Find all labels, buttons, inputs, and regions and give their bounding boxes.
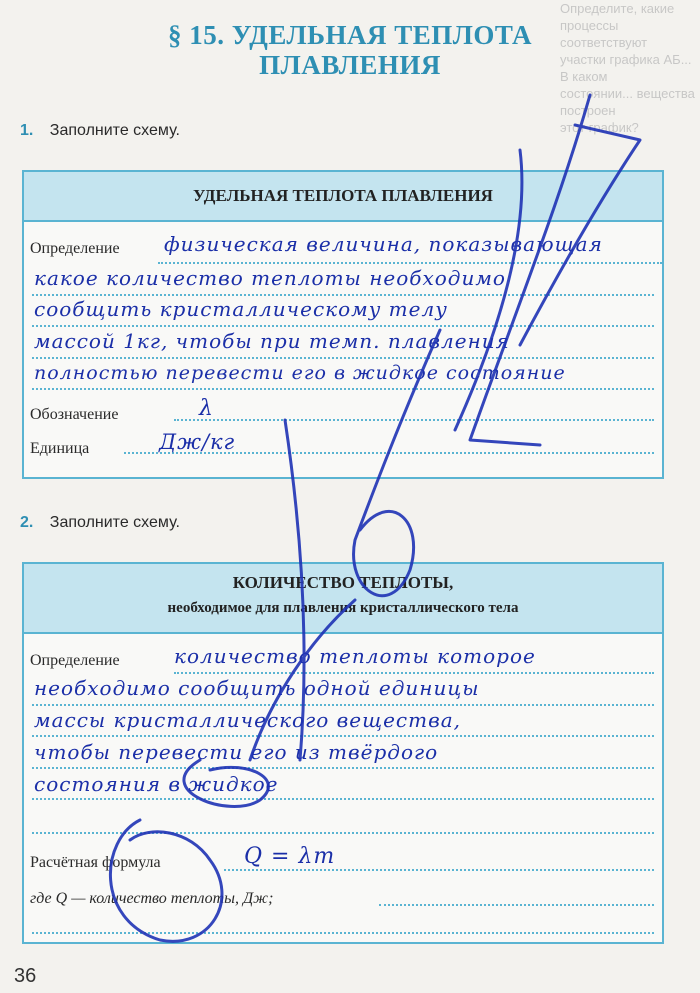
scheme-box-1: [22, 170, 664, 479]
answer-line: [32, 798, 654, 800]
symbol-label: Обозначение: [30, 406, 122, 424]
definition-label: Определение: [30, 240, 124, 258]
bleed-line: Определите, какие процессы соответствуют: [560, 1, 675, 50]
header-line-2: необходимое для плавления кристаллического тела: [167, 600, 519, 616]
answer-line: [32, 932, 654, 934]
handwritten-answer: количество теплоты которое: [174, 644, 536, 668]
answer-line: [174, 419, 654, 421]
title-line-1: § 15. УДЕЛЬНАЯ ТЕПЛОТА: [167, 20, 533, 50]
bleed-line: этот график?: [560, 120, 639, 135]
bleed-through-text: [560, 0, 700, 135]
task-text: Заполните схему.: [49, 514, 180, 531]
answer-line: [158, 262, 662, 264]
task-number: 2.: [20, 514, 34, 531]
answer-line: [32, 388, 654, 390]
handwritten-symbol: λ: [199, 396, 214, 421]
answer-line: [32, 357, 654, 359]
scheme-header: [24, 564, 662, 634]
handwritten-unit: Дж/кг: [159, 430, 236, 454]
handwritten-formula: Q = λm: [244, 844, 336, 869]
answer-line: [32, 767, 654, 769]
answer-line: [32, 704, 654, 706]
answer-line: [32, 325, 654, 327]
answer-line: [224, 869, 654, 871]
page-title: [140, 20, 560, 80]
handwritten-answer: состояния в жидкое: [34, 772, 279, 796]
answer-line: [379, 904, 654, 906]
answer-line: [32, 832, 654, 834]
handwritten-answer: необходимо сообщить одной единицы: [34, 676, 480, 700]
handwritten-answer: полностью перевести его в жидкое состояние: [34, 362, 566, 384]
answer-line: [174, 672, 654, 674]
task-1-instruction: [20, 122, 180, 140]
handwritten-answer: массой 1кг, чтобы при темп. плавления: [34, 329, 510, 353]
handwritten-answer: массы кристаллического вещества,: [34, 708, 462, 732]
bleed-line: состоянии... вещества построен: [560, 86, 695, 118]
bleed-line: участки графика АБ... В каком: [560, 52, 692, 84]
handwritten-answer: физическая величина, показывающая: [164, 232, 603, 256]
scheme-box-2: [22, 562, 664, 944]
answer-line: [32, 294, 654, 296]
task-text: Заполните схему.: [49, 122, 180, 139]
definition-label: Определение: [30, 652, 124, 670]
title-line-2: ПЛАВЛЕНИЯ: [259, 50, 441, 80]
task-number: 1.: [20, 122, 34, 139]
handwritten-answer: чтобы перевести его из твёрдого: [34, 740, 439, 764]
formula-label: Расчётная формула: [30, 854, 165, 872]
header-line-1: КОЛИЧЕСТВО ТЕПЛОТЫ,: [232, 573, 454, 592]
handwritten-answer: сообщить кристаллическому телу: [34, 297, 448, 321]
where-label: где Q — количество теплоты, Дж;: [30, 890, 277, 908]
task-2-instruction: [20, 514, 180, 532]
handwritten-answer: какое количество теплоты необходимо: [34, 266, 506, 290]
scheme-header: УДЕЛЬНАЯ ТЕПЛОТА ПЛАВЛЕНИЯ: [24, 172, 662, 222]
page-number: 36: [14, 965, 37, 987]
answer-line: [32, 735, 654, 737]
unit-label: Единица: [30, 440, 93, 458]
